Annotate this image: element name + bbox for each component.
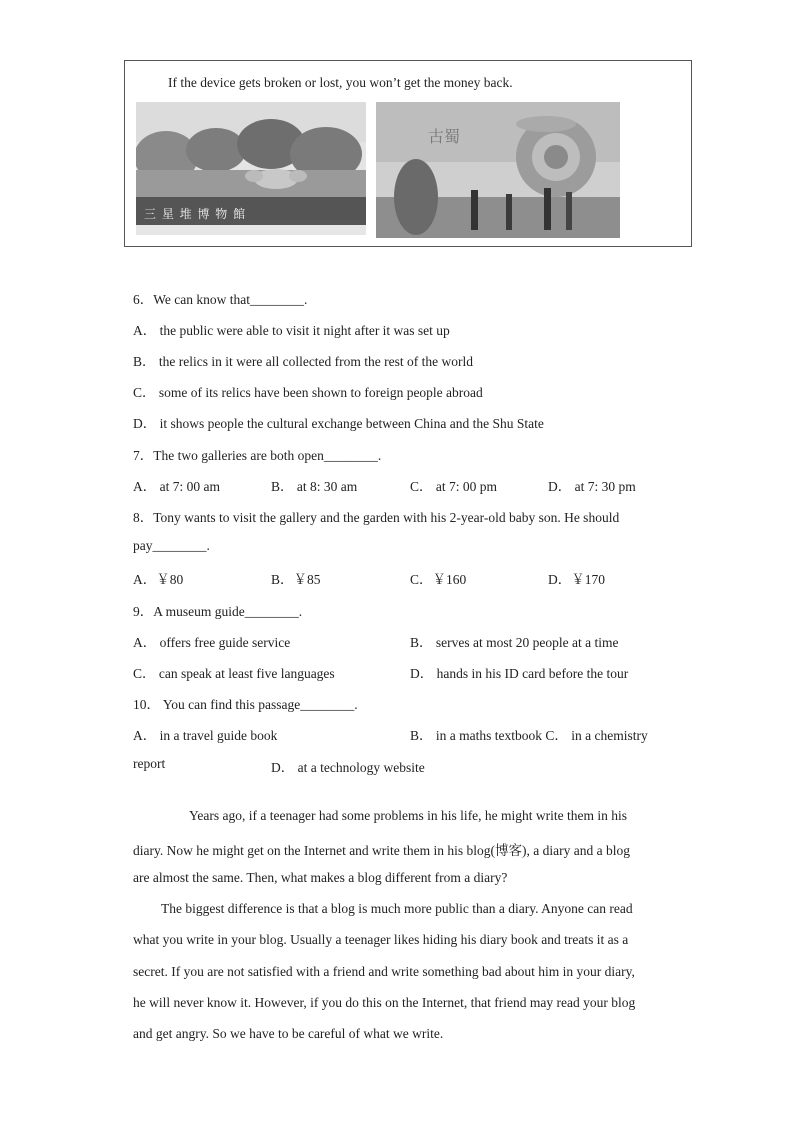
question-8-option-b: B．￥85: [271, 572, 321, 587]
gallery-sign-text: 古蜀: [428, 127, 461, 146]
question-9-option-a: A． offers free guide service: [133, 635, 291, 650]
question-10-option-d: D． at a technology website: [271, 760, 425, 775]
question-6-option-a: A． the public were able to visit it night after it was set up: [133, 323, 450, 338]
question-6-stem: 6．We can know that________.: [133, 292, 308, 307]
question-10-option-a: A． in a travel guide book: [133, 728, 278, 743]
passage-line-5: what you write in your blog. Usually a teenager likes hiding his diary book and treats it as a: [133, 932, 629, 947]
question-8-stem-continued: pay________.: [133, 538, 210, 553]
passage-line-2: diary. Now he might get on the Internet and write them in his blog(博客), a diary and a blog: [133, 843, 631, 858]
figure-note: If the device gets broken or lost, you won’t get the money back.: [168, 75, 513, 90]
question-6-option-d: D． it shows people the cultural exchange between China and the Shu State: [133, 416, 544, 431]
question-9-option-c: C． can speak at least five languages: [133, 666, 335, 681]
question-10-stem: 10． You can find this passage________.: [133, 697, 358, 712]
question-7-option-b: B． at 8: 30 am: [271, 479, 358, 494]
gallery-interior-photo: [376, 102, 620, 238]
question-8-option-c: C．￥160: [410, 572, 467, 587]
museum-sign-text: 三 星 堆 博 物 館: [144, 207, 247, 221]
passage-line-3: are almost the same. Then, what makes a blog different from a diary?: [133, 870, 508, 885]
question-8-option-a: A．￥80: [133, 572, 184, 587]
question-9-stem: 9．A museum guide________.: [133, 604, 303, 619]
question-8-stem: 8．Tony wants to visit the gallery and the garden with his 2-year-old baby son. He should: [133, 510, 620, 525]
passage-line-7: he will never know it. However, if you do this on the Internet, that friend may read your blog: [133, 995, 636, 1010]
figure-box: [124, 60, 692, 247]
passage-line-6: secret. If you are not satisfied with a friend and write something bad about him in your diary,: [133, 964, 635, 979]
question-8-option-d: D．￥170: [548, 572, 605, 587]
museum-entrance-photo: [136, 102, 366, 235]
question-9-option-b: B． serves at most 20 people at a time: [410, 635, 619, 650]
question-10-option-b-c: B． in a maths textbook C． in a chemistry: [410, 728, 648, 743]
question-7-option-c: C． at 7: 00 pm: [410, 479, 497, 494]
passage-line-1: Years ago, if a teenager had some problems in his life, he might write them in his: [189, 808, 628, 823]
question-7-option-d: D． at 7: 30 pm: [548, 479, 636, 494]
question-6-option-b: B． the relics in it were all collected from the rest of the world: [133, 354, 474, 369]
question-6-option-c: C． some of its relics have been shown to foreign people abroad: [133, 385, 483, 400]
question-9-option-d: D． hands in his ID card before the tour: [410, 666, 629, 681]
passage-line-8: and get angry. So we have to be careful of what we write.: [133, 1026, 444, 1041]
question-7-option-a: A． at 7: 00 am: [133, 479, 220, 494]
passage-line-4: The biggest difference is that a blog is much more public than a diary. Anyone can read: [161, 901, 633, 916]
question-7-stem: 7．The two galleries are both open________.: [133, 448, 382, 463]
question-10-option-c-continued: report: [133, 756, 166, 771]
